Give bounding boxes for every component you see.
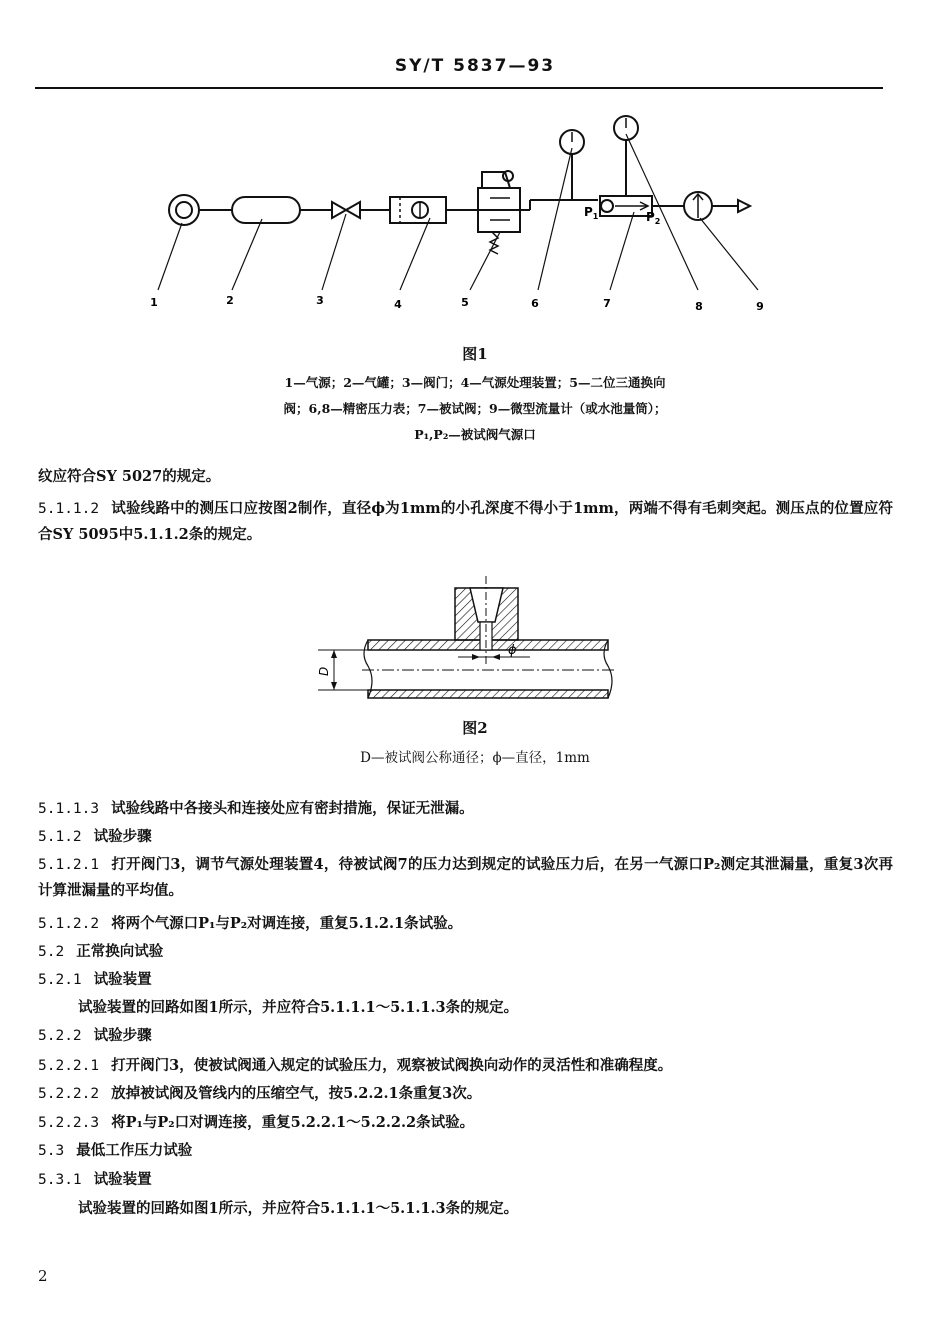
section-number: 5.1.1.2: [38, 501, 100, 517]
section-number: 5.1.1.3: [38, 801, 100, 817]
figure2-diagram: [0, 570, 950, 710]
paragraph: [38, 1053, 898, 1079]
paragraph: [38, 1023, 898, 1049]
figure1-label-4: 4: [394, 298, 402, 311]
figure1-legend-line3: P₁,P₂—被试阀气源口: [414, 427, 536, 442]
section-text: 试验线路中的测压口应按图2制作，直径ϕ为1mm的小孔深度不得小于1mm，两端不得有毛刺突起。测压点的位置应符合SY 5095中5.1.1.2条的规定。: [38, 500, 893, 543]
figure1-label-8: 8: [695, 300, 703, 313]
paragraph: [38, 967, 898, 993]
section-text: 试验线路中各接头和连接处应有密封措施，保证无泄漏。: [111, 800, 474, 817]
port-label-p1: P: [584, 205, 593, 219]
figure2-label-phi: ϕ: [508, 643, 517, 658]
section-text: 正常换向试验: [76, 943, 164, 960]
section-number: 5.2.2: [38, 1028, 82, 1044]
valve-symbol: [332, 202, 346, 218]
section-number: 5.1.2: [38, 829, 82, 845]
section-number: 5.2.2.3: [38, 1115, 100, 1131]
section-text: 试验步骤: [93, 1027, 152, 1044]
paragraph-5-1-1-2: [38, 496, 893, 548]
figure2-caption: 图2: [462, 719, 488, 737]
section-text: 放掉被试阀及管线内的压缩空气，按5.2.2.1条重复3次。: [111, 1085, 482, 1102]
figure1-label-7: 7: [603, 297, 611, 310]
svg-text:P1: [584, 205, 599, 221]
paragraph: [78, 1196, 938, 1222]
port-label-p2-sub: 2: [654, 217, 661, 226]
page-number: 2: [38, 1267, 48, 1285]
figure2-legend: D—被试阀公称通径；ϕ—直径，1mm: [360, 750, 590, 766]
header-title: SY/T 5837—93: [394, 56, 556, 76]
figure2-label-D: D: [317, 666, 331, 676]
paragraph: [78, 995, 938, 1021]
section-text: 试验装置: [93, 1171, 152, 1188]
figure1-caption: 图1: [462, 345, 488, 363]
port-label-p2: P: [646, 210, 655, 224]
section-text: 将P₁与P₂口对调连接，重复5.2.2.1～5.2.2.2条试验。: [111, 1114, 475, 1131]
paragraph: [38, 911, 898, 937]
paragraph: [38, 824, 898, 850]
section-text: 试验装置: [93, 971, 152, 988]
air-tank-symbol: [232, 197, 300, 223]
figure1-label-6: 6: [531, 297, 539, 310]
air-source-symbol: [169, 195, 199, 225]
port-label-p1-sub: 1: [592, 212, 599, 221]
paragraph: [38, 1138, 898, 1164]
figure1-label-2: 2: [226, 294, 234, 307]
air-treatment-symbol: [390, 197, 446, 223]
paragraph: [38, 1167, 898, 1193]
paragraph: [38, 1081, 898, 1107]
section-number: 5.1.2.2: [38, 916, 100, 932]
section-text: 打开阀门3，调节气源处理装置4，待被试阀7的压力达到规定的试验压力后，在另一气源口P₂测定其泄漏量，重复3次再计算泄漏量的平均值。: [38, 856, 893, 899]
paragraph: [38, 852, 893, 904]
section-number: 5.3: [38, 1143, 65, 1159]
figure1-label-9: 9: [756, 300, 764, 313]
section-text: 试验步骤: [93, 828, 152, 845]
section-number: 5.2.1: [38, 972, 82, 988]
header-rule: [35, 87, 883, 89]
figure1-diagram: [0, 100, 950, 330]
paragraph: [38, 796, 898, 822]
section-number: 5.2.2.1: [38, 1058, 100, 1074]
figure1-legend-line2: 阀；6,8—精密压力表；7—被试阀；9—微型流量计（或水池量筒）；: [283, 401, 667, 416]
section-number: 5.3.1: [38, 1172, 82, 1188]
section-text: 试验装置的回路如图1所示，并应符合5.1.1.1～5.1.1.3条的规定。: [78, 1200, 519, 1217]
section-text: 试验装置的回路如图1所示，并应符合5.1.1.1～5.1.1.3条的规定。: [78, 999, 519, 1016]
figure1-label-5: 5: [461, 296, 469, 309]
section-number: 5.2: [38, 944, 65, 960]
figure1-label-3: 3: [316, 294, 324, 307]
section-text: 最低工作压力试验: [76, 1142, 193, 1159]
svg-text:P2: [646, 210, 660, 226]
section-number: 5.2.2.2: [38, 1086, 100, 1102]
section-text: 将两个气源口P₁与P₂对调连接，重复5.1.2.1条试验。: [111, 915, 463, 932]
figure1-legend-line1: 1—气源；2—气罐；3—阀门；4—气源处理装置；5—二位三通换向: [284, 375, 666, 390]
section-number: 5.1.2.1: [38, 857, 100, 873]
paragraph: [38, 1110, 898, 1136]
figure1-label-1: 1: [150, 296, 158, 309]
section-text: 打开阀门3，使被试阀通入规定的试验压力，观察被试阀换向动作的灵活性和准确程度。: [111, 1057, 673, 1074]
paragraph: [38, 939, 898, 965]
paragraph-continued: 纹应符合SY 5027的规定。: [38, 468, 221, 485]
